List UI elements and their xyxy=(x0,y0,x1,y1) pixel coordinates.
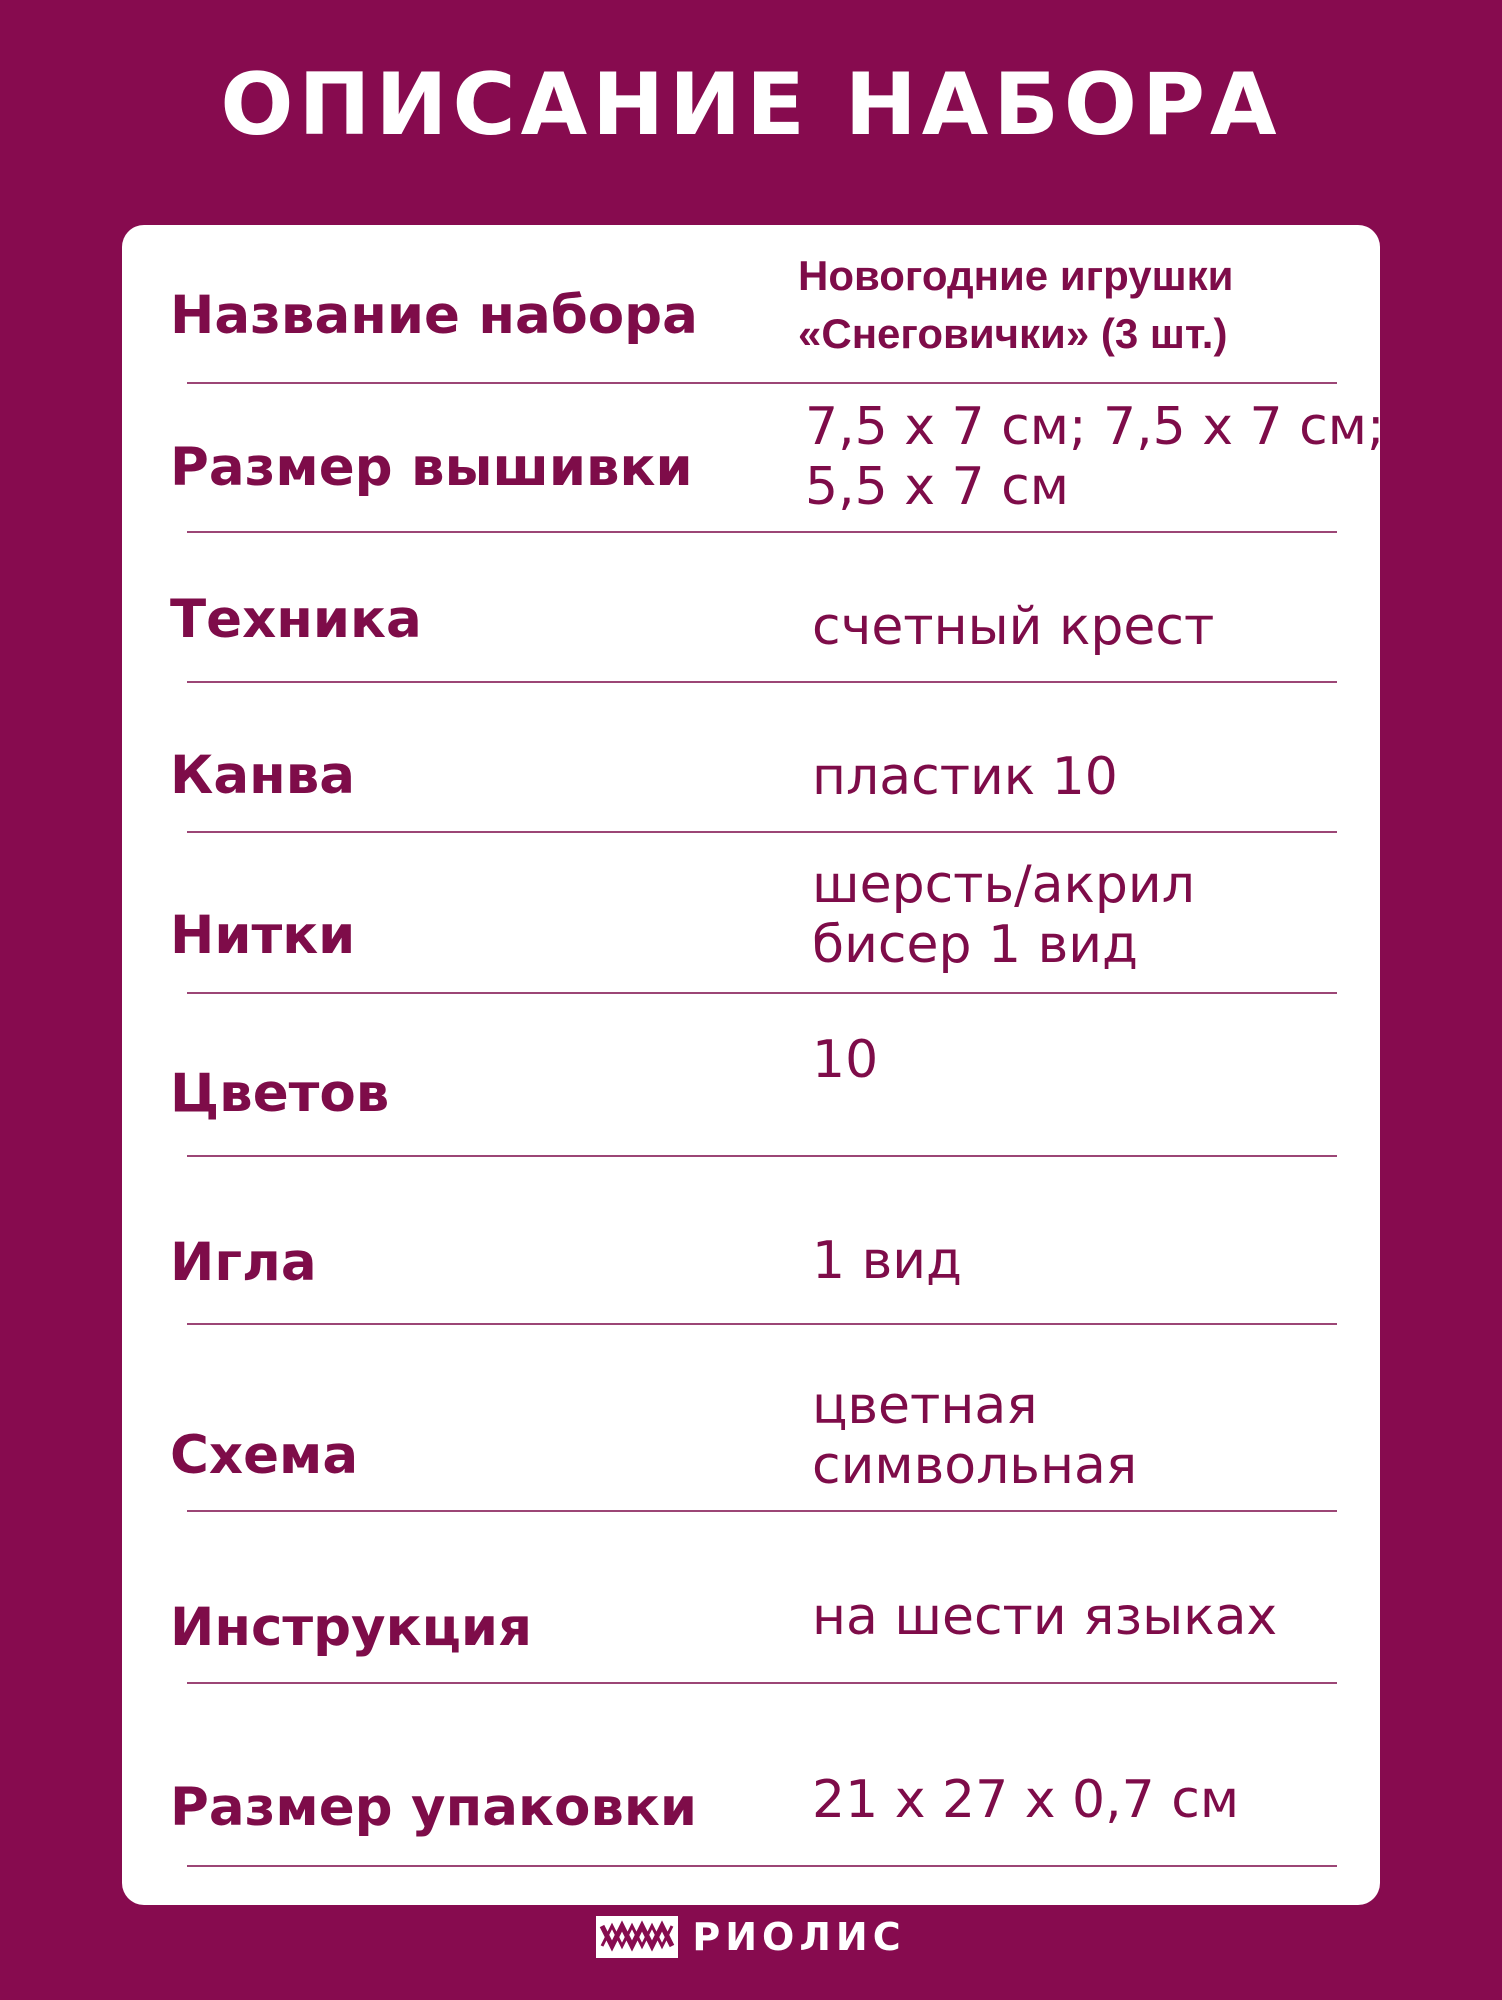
row-divider xyxy=(187,681,1337,683)
row-label-threads: Нитки xyxy=(170,905,356,966)
row-divider xyxy=(187,992,1337,994)
chart-line-2: символьная xyxy=(812,1436,1138,1496)
kit-name-line-2: «Снеговички» (3 шт.) xyxy=(798,310,1228,357)
row-divider xyxy=(187,831,1337,833)
riolis-logo-icon xyxy=(596,1916,678,1958)
row-label-needle: Игла xyxy=(170,1232,317,1293)
row-divider xyxy=(187,1682,1337,1684)
row-value-package-size: 21 х 27 х 0,7 см xyxy=(812,1770,1240,1830)
row-value-threads xyxy=(812,855,1195,975)
embroidery-size-line-1: 7,5 х 7 см; 7,5 х 7 см; xyxy=(805,397,1385,457)
row-label-instructions: Инструкция xyxy=(170,1597,533,1658)
threads-line-1: шерсть/акрил xyxy=(812,855,1195,915)
kit-description-card xyxy=(122,225,1385,1905)
row-value-embroidery-size xyxy=(805,397,1385,517)
row-label-kit-name: Название набора xyxy=(170,285,698,346)
row-label-embroidery-size: Размер вышивки xyxy=(170,437,693,498)
row-value-needle: 1 вид xyxy=(812,1231,963,1291)
kit-name-line-1: Новогодние игрушки xyxy=(798,252,1234,299)
row-value-canvas: пластик 10 xyxy=(812,747,1118,807)
row-label-colors: Цветов xyxy=(170,1063,390,1124)
row-divider xyxy=(187,1155,1337,1157)
row-value-kit-name xyxy=(798,247,1233,363)
threads-line-2: бисер 1 вид xyxy=(812,915,1138,975)
brand-logo xyxy=(0,1915,1502,1975)
row-value-chart xyxy=(812,1376,1137,1496)
row-value-colors: 10 xyxy=(812,1030,879,1090)
row-divider xyxy=(187,531,1337,533)
chart-line-1: цветная xyxy=(812,1376,1038,1436)
row-label-package-size: Размер упаковки xyxy=(170,1777,698,1838)
brand-name: РИОЛИС xyxy=(692,1915,906,1959)
row-divider xyxy=(187,1323,1337,1325)
row-divider xyxy=(187,1865,1337,1867)
row-divider xyxy=(187,1510,1337,1512)
row-label-chart: Схема xyxy=(170,1425,359,1486)
row-divider xyxy=(187,382,1337,384)
row-label-technique: Техника xyxy=(170,589,422,650)
row-label-canvas: Канва xyxy=(170,745,356,806)
page-title: ОПИСАНИЕ НАБОРА xyxy=(220,55,1282,155)
row-value-technique: счетный крест xyxy=(812,597,1215,657)
embroidery-size-line-2: 5,5 х 7 см xyxy=(805,457,1069,517)
row-value-instructions: на шести языках xyxy=(812,1587,1278,1647)
